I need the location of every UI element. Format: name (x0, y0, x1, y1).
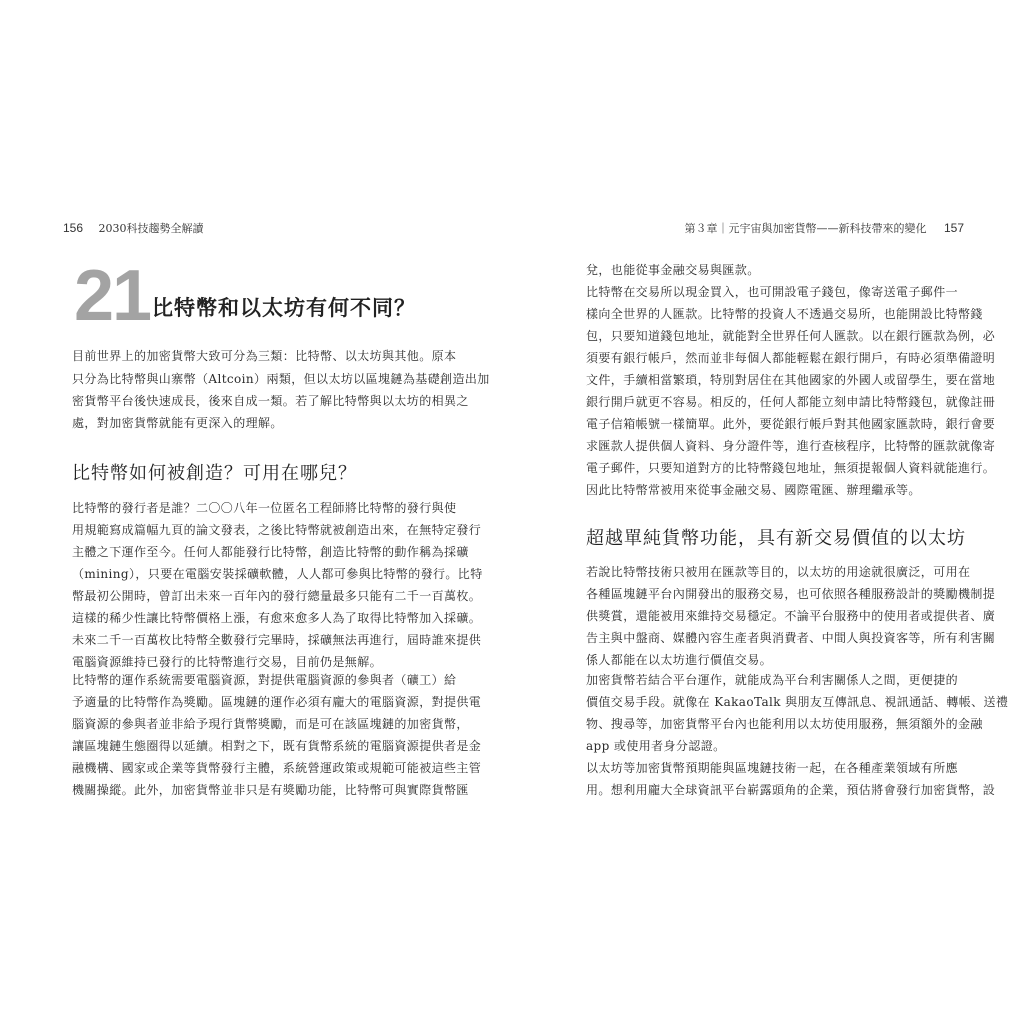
body-line: 係人都能在以太坊進行價值交易。 (586, 653, 773, 667)
body-line: 比特幣在交易所以現金買入，也可開設電子錢包，像寄送電子郵件一 (586, 285, 959, 299)
body-line: 包，只要知道錢包地址，就能對全世界任何人匯款。以在銀行匯款為例，必 (586, 329, 996, 343)
body-line: 腦資源的參與者並非給予現行貨幣獎勵，而是可在該區塊鏈的加密貨幣， (72, 717, 469, 731)
right-page-number: 157 (943, 221, 964, 235)
body-line: 以太坊等加密貨幣預期能與區塊鏈技術一起，在各種產業領域有所應 (586, 761, 959, 775)
body-line: 電子信箱帳號一樣簡單。此外，要從銀行帳戶對其他國家匯款時，銀行會要 (586, 417, 996, 431)
body-line: 各種區塊鏈平台內開發出的服務交易，也可依照各種服務設計的獎勵機制提 (586, 587, 996, 601)
right-text-column (586, 0, 1009, 1024)
body-line: 告主與中盤商、媒體內容生產者與消費者、中間人與投資客等，所有利害關 (586, 631, 996, 645)
right-running-head: 第３章｜元宇宙與加密貨幣——新科技帶來的變化 (684, 222, 927, 235)
body-line: 若說比特幣技術只被用在匯款等目的，以太坊的用途就很廣泛，可用在 (586, 565, 971, 579)
body-line: 用規範寫成篇幅九頁的論文發表，之後比特幣就被創造出來，在無特定發行 (72, 523, 482, 537)
body-line: 機關操縱。此外，加密貨幣並非只是有獎勵功能，比特幣可與實際貨幣匯 (72, 783, 469, 797)
intro-line: 處，對加密貨幣就能有更深入的理解。 (72, 416, 283, 430)
body-line: （mining），只要在電腦安裝採礦軟體，人人都可參與比特幣的發行。比特 (72, 567, 483, 581)
body-line: 價值交易手段。就像在 KakaoTalk 與朋友互傳訊息、視訊通話、轉帳、送禮 (586, 695, 1009, 709)
chapter-number: 21 (74, 256, 151, 336)
body-line: 讓區塊鏈生態圈得以延續。相對之下，既有貨幣系統的電腦資源提供者是金 (72, 739, 482, 753)
section-heading-bitcoin: 比特幣如何被創造？可用在哪兒？ (72, 463, 357, 484)
body-line: 電子郵件，只要知道對方的比特幣錢包地址，無須提報個人資料就能進行。 (586, 461, 996, 475)
left-text-column (72, 0, 490, 1024)
body-line: 物、搜尋等，加密貨幣平台內也能利用以太坊使用服務，無須額外的金融 (586, 717, 983, 731)
left-page-number: 156 (63, 221, 84, 235)
body-line: 供獎賞，還能被用來維持交易穩定。不論平台服務中的使用者或提供者、廣 (586, 609, 996, 623)
body-line: 因此比特幣常被用來從事金融交易、國際電匯、辦理繼承等。 (586, 483, 921, 497)
body-line: 求匯款人提供個人資料、身分證件等，進行查核程序，比特幣的匯款就像寄 (586, 439, 996, 453)
body-line: 比特幣的運作系統需要電腦資源，對提供電腦資源的參與者（礦工）給 (72, 673, 457, 687)
intro-line: 只分為比特幣與山寨幣（Altcoin）兩類，但以太坊以區塊鏈為基礎創造出加 (72, 372, 490, 386)
body-line: 比特幣的發行者是誰？二〇〇八年一位匿名工程師將比特幣的發行與使 (72, 501, 457, 515)
body-line: 未來二千一百萬枚比特幣全數發行完畢時，採礦無法再進行，屆時誰來提供 (72, 633, 482, 647)
body-line: 電腦資源維持已發行的比特幣進行交易，目前仍是無解。 (72, 655, 383, 669)
body-line: app 或使用者身分認證。 (586, 739, 726, 753)
intro-line: 密貨幣平台後快速成長，後來自成一類。若了解比特幣與以太坊的相異之 (72, 394, 469, 408)
body-line: 融機構、國家或企業等貨幣發行主體，系統營運政策或規範可能被這些主管 (72, 761, 482, 775)
intro-line: 目前世界上的加密貨幣大致可分為三類：比特幣、以太坊與其他。原本 (72, 349, 457, 363)
left-running-head: 2030科技趨勢全解讀 (98, 222, 204, 235)
body-line: 銀行開戶就更不容易。相反的，任何人都能立刻申請比特幣錢包，就像註冊 (586, 395, 996, 409)
body-line: 用。想利用龐大全球資訊平台嶄露頭角的企業，預估將會發行加密貨幣，設 (586, 783, 996, 797)
body-line: 兌，也能從事金融交易與匯款。 (586, 263, 760, 277)
body-line: 文件，手續相當繁瑣，特別對居住在其他國家的外國人或留學生，要在當地 (586, 373, 996, 387)
body-line: 予適量的比特幣作為獎勵。區塊鏈的運作必須有龐大的電腦資源，對提供電 (72, 695, 482, 709)
section-heading-ethereum: 超越單純貨幣功能，具有新交易價值的以太坊 (586, 528, 966, 549)
body-line: 須要有銀行帳戶，然而並非每個人都能輕鬆在銀行開戶，有時必須準備證明 (586, 351, 996, 365)
body-line: 樣向全世界的人匯款。比特幣的投資人不透過交易所，也能開設比特幣錢 (586, 307, 983, 321)
body-line: 主體之下運作至今。任何人都能發行比特幣，創造比特幣的動作稱為採礦 (72, 545, 469, 559)
chapter-title: 比特幣和以太坊有何不同？ (152, 296, 416, 320)
body-line: 這樣的稀少性讓比特幣價格上漲，有愈來愈多人為了取得比特幣加入採礦。 (72, 611, 482, 625)
body-line: 幣最初公開時，曾訂出未來一百年內的發行總量最多只能有二千一百萬枚。 (72, 589, 482, 603)
body-line: 加密貨幣若結合平台運作，就能成為平台利害關係人之間，更便捷的 (586, 673, 959, 687)
